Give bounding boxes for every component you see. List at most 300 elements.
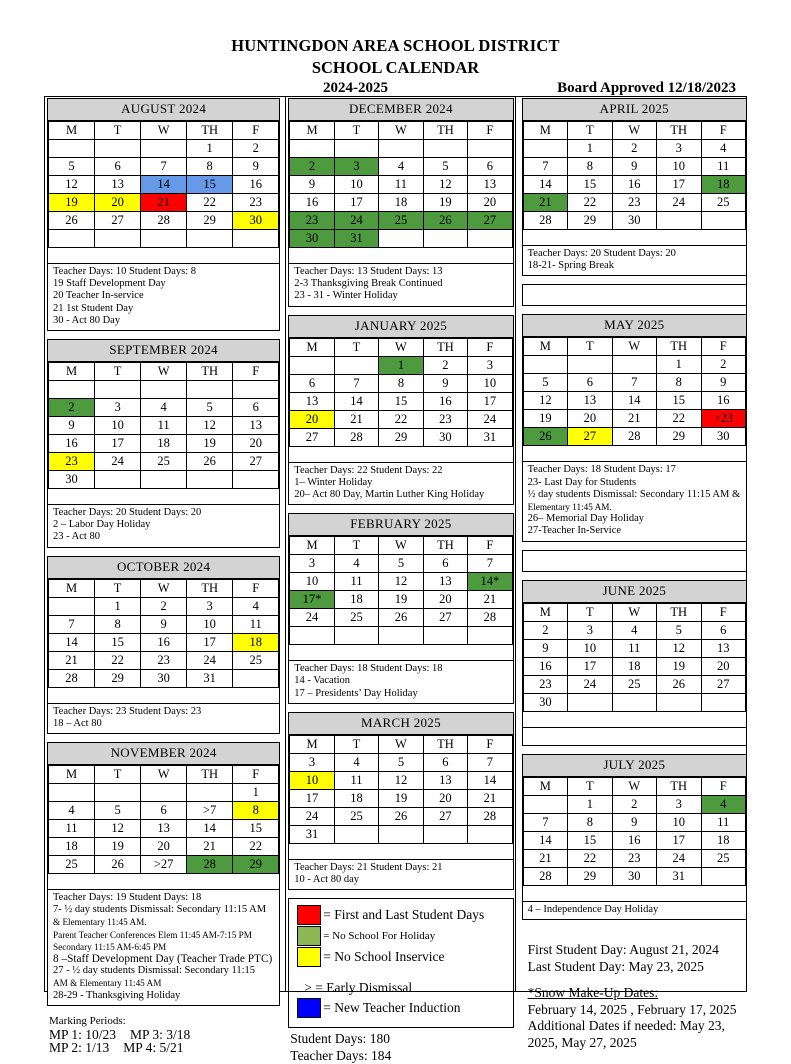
day-cell[interactable]: 2 — [612, 795, 656, 813]
day-cell[interactable]: 11 — [233, 615, 279, 633]
day-cell[interactable]: 11 — [701, 813, 745, 831]
day-cell[interactable]: 29 — [95, 669, 141, 687]
day-cell[interactable]: 14 — [334, 392, 378, 410]
day-cell[interactable]: 26 — [379, 807, 423, 825]
day-cell[interactable]: 3 — [657, 795, 701, 813]
day-cell[interactable]: 13 — [141, 820, 187, 838]
day-cell[interactable]: 28 — [468, 609, 512, 627]
day-cell[interactable]: 9 — [701, 374, 745, 392]
day-cell[interactable]: 10 — [468, 374, 512, 392]
day-cell[interactable]: 21 — [523, 849, 567, 867]
day-cell[interactable]: 30 — [49, 471, 95, 489]
day-cell[interactable]: 22 — [233, 838, 279, 856]
weekday-header-f: F — [468, 537, 512, 555]
day-cell[interactable]: 6 — [423, 555, 467, 573]
day-cell[interactable]: 7 — [334, 374, 378, 392]
day-cell[interactable]: 28 — [141, 212, 187, 230]
day-cell[interactable]: 9 — [612, 813, 656, 831]
day-cell[interactable]: >27 — [141, 856, 187, 874]
weekday-header-f: F — [233, 579, 279, 597]
week-row — [290, 609, 512, 627]
day-cell[interactable]: 3 — [334, 158, 378, 176]
day-cell[interactable]: 1 — [187, 140, 233, 158]
day-cell[interactable]: 22 — [657, 410, 701, 428]
day-cell[interactable]: 23 — [612, 849, 656, 867]
day-cell[interactable]: 21 — [468, 789, 512, 807]
day-cell[interactable]: 6 — [290, 374, 334, 392]
day-cell[interactable]: 5 — [523, 374, 567, 392]
week-row — [290, 176, 512, 194]
weekday-header-th: TH — [187, 579, 233, 597]
day-cell[interactable]: 3 — [187, 597, 233, 615]
day-cell[interactable]: 30 — [423, 428, 467, 446]
day-cell[interactable]: 18 — [141, 435, 187, 453]
day-cell[interactable]: 19 — [423, 194, 467, 212]
blank-strip-cell — [49, 489, 279, 505]
day-cell[interactable]: 4 — [49, 802, 95, 820]
day-cell[interactable]: 31 — [334, 230, 378, 248]
day-cell[interactable]: 10 — [187, 615, 233, 633]
day-cell[interactable]: 11 — [334, 771, 378, 789]
day-cell[interactable]: 25 — [334, 609, 378, 627]
day-cell[interactable]: 24 — [95, 453, 141, 471]
day-cell[interactable]: 18 — [233, 633, 279, 651]
day-cell[interactable]: 2 — [233, 140, 279, 158]
day-cell[interactable]: 30 — [290, 230, 334, 248]
day-cell[interactable]: 4 — [379, 158, 423, 176]
day-cell[interactable]: 25 — [334, 807, 378, 825]
day-cell[interactable]: 25 — [49, 856, 95, 874]
day-cell[interactable]: 10 — [95, 417, 141, 435]
day-cell[interactable]: 9 — [141, 615, 187, 633]
day-cell[interactable]: 15 — [568, 831, 612, 849]
day-cell[interactable]: 12 — [523, 392, 567, 410]
day-cell[interactable]: 5 — [49, 158, 95, 176]
day-cell[interactable]: 21 — [468, 591, 512, 609]
day-cell[interactable]: 28 — [523, 867, 567, 885]
day-cell[interactable]: 18 — [379, 194, 423, 212]
week-row — [290, 410, 512, 428]
day-cell[interactable]: 16 — [141, 633, 187, 651]
day-cell[interactable]: 7 — [523, 813, 567, 831]
day-cell[interactable]: 23 — [49, 453, 95, 471]
weekday-header-w: W — [379, 338, 423, 356]
day-cell[interactable]: 17 — [468, 392, 512, 410]
weekday-header-m: M — [523, 777, 567, 795]
day-cell[interactable]: 24 — [657, 194, 701, 212]
day-cell[interactable]: 14 — [612, 392, 656, 410]
day-cell[interactable]: 22 — [568, 194, 612, 212]
day-cell[interactable]: 19 — [187, 435, 233, 453]
day-cell[interactable]: 30 — [612, 212, 656, 230]
day-cell[interactable]: 20 — [141, 838, 187, 856]
day-cell[interactable]: 4 — [701, 140, 745, 158]
note-line: Secondary 11:15 AM-6:45 PM — [53, 941, 167, 952]
day-cell[interactable]: 20 — [95, 194, 141, 212]
day-cell[interactable]: 29 — [187, 212, 233, 230]
day-cell[interactable]: 22 — [187, 194, 233, 212]
day-cell[interactable]: 8 — [568, 813, 612, 831]
note-line: ½ day students Dismissal: Secondary 11:15 AM & — [527, 488, 741, 500]
day-cell[interactable]: 7 — [141, 158, 187, 176]
day-cell[interactable]: 19 — [95, 838, 141, 856]
day-cell[interactable]: 29 — [379, 428, 423, 446]
day-cell[interactable]: 5 — [423, 158, 467, 176]
day-cell[interactable]: 6 — [423, 753, 467, 771]
day-cell[interactable]: 4 — [701, 795, 745, 813]
day-cell[interactable]: 26 — [423, 212, 467, 230]
day-cell[interactable]: 26 — [657, 675, 701, 693]
day-cell[interactable]: 18 — [334, 591, 378, 609]
week-row — [49, 158, 279, 176]
day-cell[interactable]: 22 — [379, 410, 423, 428]
day-cell[interactable]: 2 — [423, 356, 467, 374]
month-notes-july-2025 — [523, 901, 746, 919]
day-cell[interactable]: 17 — [187, 633, 233, 651]
day-cell[interactable]: 15 — [379, 392, 423, 410]
day-cell[interactable]: 25 — [233, 651, 279, 669]
day-cell[interactable]: 10 — [290, 771, 334, 789]
day-cell[interactable]: 26 — [95, 856, 141, 874]
day-cell[interactable]: 23 — [612, 194, 656, 212]
day-cell[interactable]: 27 — [233, 453, 279, 471]
day-cell[interactable]: 20 — [568, 410, 612, 428]
day-cell[interactable]: 5 — [379, 555, 423, 573]
month-notes-december-2024 — [289, 263, 512, 306]
day-cell[interactable]: 24 — [568, 675, 612, 693]
day-cell[interactable]: 3 — [290, 753, 334, 771]
day-cell[interactable]: 9 — [612, 158, 656, 176]
day-cell[interactable]: 17* — [290, 591, 334, 609]
day-cell[interactable]: 31 — [468, 428, 512, 446]
day-cell[interactable]: 2 — [701, 356, 745, 374]
note-line: 2-3 Thanksgiving Break Continued — [294, 278, 443, 290]
day-cell[interactable]: 18 — [701, 831, 745, 849]
day-cell[interactable]: 5 — [379, 753, 423, 771]
day-cell[interactable]: 5 — [95, 802, 141, 820]
day-cell[interactable]: 8 — [187, 158, 233, 176]
day-cell[interactable]: 11 — [701, 158, 745, 176]
day-cell[interactable]: 5 — [657, 621, 701, 639]
day-cell[interactable]: 1 — [95, 597, 141, 615]
day-cell[interactable]: 12 — [379, 771, 423, 789]
week-row — [290, 356, 512, 374]
day-cell[interactable]: 27 — [568, 428, 612, 446]
day-cell[interactable]: 13 — [423, 573, 467, 591]
day-cell[interactable]: 23 — [141, 651, 187, 669]
day-cell[interactable]: 15 — [187, 176, 233, 194]
day-cell[interactable]: 6 — [95, 158, 141, 176]
day-cell[interactable]: 9 — [49, 417, 95, 435]
day-cell[interactable]: 27 — [95, 212, 141, 230]
day-cell[interactable]: 14 — [523, 176, 567, 194]
day-cell[interactable]: 16 — [523, 657, 567, 675]
day-cell[interactable]: 16 — [233, 176, 279, 194]
day-cell[interactable]: 14 — [468, 771, 512, 789]
day-cell[interactable]: 7 — [612, 374, 656, 392]
day-cell[interactable]: 30 — [612, 867, 656, 885]
day-cell[interactable]: 13 — [468, 176, 512, 194]
day-cell[interactable]: 29 — [568, 867, 612, 885]
day-cell[interactable]: 8 — [568, 158, 612, 176]
day-cell[interactable]: 27 — [290, 428, 334, 446]
day-cell[interactable]: 3 — [95, 399, 141, 417]
day-cell[interactable]: 28 — [523, 212, 567, 230]
day-cell[interactable]: 15 — [568, 176, 612, 194]
day-cell[interactable]: 15 — [95, 633, 141, 651]
day-cell[interactable]: 20 — [423, 789, 467, 807]
day-cell[interactable]: 4 — [612, 621, 656, 639]
mp1-label: MP 1: 10/23 — [49, 1026, 117, 1042]
day-cell[interactable]: 12 — [657, 639, 701, 657]
weekday-header-w: W — [141, 766, 187, 784]
day-cell[interactable]: 3 — [290, 555, 334, 573]
day-cell[interactable]: 25 — [701, 194, 745, 212]
day-cell[interactable]: 11 — [612, 639, 656, 657]
day-cell[interactable]: 11 — [49, 820, 95, 838]
day-cell[interactable]: 1 — [568, 140, 612, 158]
day-cell[interactable]: 18 — [49, 838, 95, 856]
day-cell[interactable]: 1 — [657, 356, 701, 374]
day-cell[interactable]: 23 — [290, 212, 334, 230]
day-cell[interactable]: 16 — [612, 831, 656, 849]
marking-periods-heading: Marking Periods: — [49, 1014, 126, 1027]
day-cell[interactable]: 13 — [95, 176, 141, 194]
day-cell[interactable]: 31 — [290, 825, 334, 843]
column-middle — [288, 98, 513, 1064]
day-cell[interactable]: 25 — [701, 849, 745, 867]
day-cell[interactable]: 11 — [379, 176, 423, 194]
day-cell[interactable]: 29 — [233, 856, 279, 874]
day-cell[interactable]: 24 — [187, 651, 233, 669]
day-cell[interactable]: 31 — [657, 867, 701, 885]
day-cell[interactable]: 14 — [187, 820, 233, 838]
day-cell[interactable]: 4 — [334, 753, 378, 771]
day-cell[interactable]: 18 — [701, 176, 745, 194]
day-cell[interactable]: 8 — [233, 802, 279, 820]
day-cell[interactable]: 19 — [379, 591, 423, 609]
day-cell[interactable]: 28 — [468, 807, 512, 825]
week-row — [49, 651, 279, 669]
day-cell[interactable]: 28 — [187, 856, 233, 874]
day-cell[interactable]: 17 — [657, 831, 701, 849]
day-cell[interactable]: 21 — [187, 838, 233, 856]
day-cell[interactable]: 13 — [290, 392, 334, 410]
day-cell[interactable]: 6 — [701, 621, 745, 639]
day-cell[interactable]: 30 — [701, 428, 745, 446]
day-cell[interactable]: 28 — [49, 669, 95, 687]
week-row — [290, 392, 512, 410]
day-cell[interactable]: 2 — [141, 597, 187, 615]
note-line: Teacher Days: 20 Student Days: 20 — [53, 507, 202, 519]
day-cell[interactable]: 25 — [612, 675, 656, 693]
day-cell[interactable]: 8 — [379, 374, 423, 392]
day-cell[interactable]: 9 — [233, 158, 279, 176]
blank-strip-row — [290, 645, 512, 661]
day-cell[interactable]: 27 — [423, 807, 467, 825]
day-cell[interactable]: 26 — [187, 453, 233, 471]
day-cell[interactable]: 30 — [141, 669, 187, 687]
day-cell[interactable]: 18 — [334, 789, 378, 807]
day-cell[interactable]: 12 — [423, 176, 467, 194]
day-cell[interactable]: 7 — [468, 555, 512, 573]
day-cell[interactable]: 13 — [568, 392, 612, 410]
day-cell[interactable]: 10 — [290, 573, 334, 591]
day-cell[interactable]: 18 — [612, 657, 656, 675]
day-cell[interactable]: 2 — [523, 621, 567, 639]
day-cell[interactable]: 26 — [379, 609, 423, 627]
weekday-header-th: TH — [657, 777, 701, 795]
day-cell[interactable]: 2 — [612, 140, 656, 158]
day-cell[interactable]: >23 — [701, 410, 745, 428]
day-cell[interactable]: 7 — [468, 753, 512, 771]
day-cell[interactable]: 3 — [657, 140, 701, 158]
day-cell[interactable]: 14* — [468, 573, 512, 591]
week-row — [290, 555, 512, 573]
day-cell[interactable]: 27 — [423, 609, 467, 627]
day-cell[interactable]: 13 — [423, 771, 467, 789]
day-cell[interactable]: 17 — [95, 435, 141, 453]
day-cell[interactable]: 24 — [657, 849, 701, 867]
day-cell[interactable]: 5 — [187, 399, 233, 417]
day-cell[interactable]: 29 — [657, 428, 701, 446]
day-cell[interactable]: 2 — [290, 158, 334, 176]
day-cell[interactable]: 14 — [49, 633, 95, 651]
day-cell[interactable]: 16 — [701, 392, 745, 410]
month-title-october-2024: OCTOBER 2024 — [48, 557, 279, 579]
day-cell[interactable]: 20 — [423, 591, 467, 609]
day-cell[interactable]: 20 — [233, 435, 279, 453]
day-cell[interactable]: 28 — [612, 428, 656, 446]
day-cell[interactable]: 12 — [95, 820, 141, 838]
blank-strip-cell — [523, 446, 745, 462]
day-cell[interactable]: 4 — [334, 555, 378, 573]
day-cell[interactable]: 4 — [141, 399, 187, 417]
day-cell[interactable]: 30 — [233, 212, 279, 230]
weekday-header-w: W — [379, 735, 423, 753]
day-cell[interactable]: 23 — [523, 675, 567, 693]
day-cell[interactable]: 16 — [612, 176, 656, 194]
day-cell[interactable]: 12 — [49, 176, 95, 194]
day-cell[interactable]: 16 — [423, 392, 467, 410]
day-cell[interactable]: 7 — [49, 615, 95, 633]
day-cell[interactable]: 29 — [568, 212, 612, 230]
day-cell[interactable]: 15 — [233, 820, 279, 838]
day-cell[interactable]: 6 — [468, 158, 512, 176]
day-cell[interactable]: 12 — [379, 573, 423, 591]
day-cell[interactable]: 17 — [334, 194, 378, 212]
day-cell[interactable]: 14 — [141, 176, 187, 194]
day-cell[interactable]: 2 — [49, 399, 95, 417]
day-cell[interactable]: 21 — [49, 651, 95, 669]
day-cell[interactable]: 10 — [568, 639, 612, 657]
day-cell[interactable]: 6 — [141, 802, 187, 820]
day-cell[interactable]: 3 — [468, 356, 512, 374]
day-cell[interactable]: 16 — [290, 194, 334, 212]
day-cell[interactable]: 20 — [290, 410, 334, 428]
day-cell[interactable]: 21 — [612, 410, 656, 428]
day-cell[interactable]: 24 — [290, 609, 334, 627]
day-cell[interactable]: 13 — [233, 417, 279, 435]
day-cell[interactable]: 21 — [334, 410, 378, 428]
day-cell[interactable]: 20 — [701, 657, 745, 675]
note-line: 14 - Vacation — [294, 675, 351, 687]
day-cell[interactable]: 24 — [290, 807, 334, 825]
day-cell[interactable]: 23 — [423, 410, 467, 428]
day-cell[interactable]: 10 — [657, 158, 701, 176]
day-cell[interactable]: 27 — [468, 212, 512, 230]
day-cell[interactable]: 19 — [657, 657, 701, 675]
day-cell[interactable]: 1 — [379, 356, 423, 374]
day-cell[interactable]: 19 — [49, 194, 95, 212]
day-cell[interactable]: 30 — [523, 693, 567, 711]
day-cell[interactable]: 9 — [523, 639, 567, 657]
month-title-november-2024: NOVEMBER 2024 — [48, 743, 279, 765]
day-cell[interactable]: 21 — [141, 194, 187, 212]
day-cell[interactable]: 13 — [701, 639, 745, 657]
day-cell[interactable]: 17 — [290, 789, 334, 807]
day-cell[interactable]: 7 — [523, 158, 567, 176]
day-cell[interactable]: 21 — [523, 194, 567, 212]
day-cell[interactable]: 1 — [233, 784, 279, 802]
week-row — [49, 820, 279, 838]
day-cell[interactable]: 4 — [233, 597, 279, 615]
day-cell[interactable]: 17 — [657, 176, 701, 194]
day-cell[interactable]: 19 — [379, 789, 423, 807]
day-cell[interactable]: 8 — [657, 374, 701, 392]
day-cell[interactable]: 26 — [49, 212, 95, 230]
note-line: 8 –Staff Development Day (Teacher Trade PTC) — [53, 953, 273, 966]
day-cell[interactable]: 20 — [468, 194, 512, 212]
day-cell[interactable]: 24 — [334, 212, 378, 230]
day-cell[interactable]: 9 — [290, 176, 334, 194]
empty-day-cell — [612, 693, 656, 711]
day-cell[interactable]: 8 — [95, 615, 141, 633]
day-cell[interactable]: 6 — [568, 374, 612, 392]
day-cell[interactable]: 15 — [657, 392, 701, 410]
day-cell[interactable]: 28 — [334, 428, 378, 446]
day-cell[interactable]: 10 — [334, 176, 378, 194]
weekday-header-m: M — [523, 122, 567, 140]
day-cell[interactable]: 16 — [49, 435, 95, 453]
weekday-header-f: F — [468, 122, 512, 140]
day-cell[interactable]: 14 — [523, 831, 567, 849]
day-cell[interactable]: >7 — [187, 802, 233, 820]
day-cell[interactable]: 19 — [523, 410, 567, 428]
day-cell[interactable]: 17 — [568, 657, 612, 675]
day-cell[interactable]: 24 — [468, 410, 512, 428]
day-cell[interactable]: 10 — [657, 813, 701, 831]
day-cell[interactable]: 11 — [334, 573, 378, 591]
day-cell[interactable]: 1 — [568, 795, 612, 813]
day-cell[interactable]: 22 — [95, 651, 141, 669]
day-cell[interactable]: 6 — [233, 399, 279, 417]
day-cell[interactable]: 3 — [568, 621, 612, 639]
day-cell[interactable]: 22 — [568, 849, 612, 867]
day-cell[interactable]: 27 — [701, 675, 745, 693]
day-cell[interactable]: 25 — [141, 453, 187, 471]
day-cell[interactable]: 25 — [379, 212, 423, 230]
day-cell[interactable]: 31 — [187, 669, 233, 687]
day-cell[interactable]: 12 — [187, 417, 233, 435]
note-line: 27 - ½ day students Dismissal: Secondary 11:15 — [53, 965, 256, 977]
day-cell[interactable]: 11 — [141, 417, 187, 435]
day-cell[interactable]: 26 — [523, 428, 567, 446]
week-row — [290, 158, 512, 176]
week-row — [49, 633, 279, 651]
day-cell[interactable]: 23 — [233, 194, 279, 212]
day-cell[interactable]: 9 — [423, 374, 467, 392]
